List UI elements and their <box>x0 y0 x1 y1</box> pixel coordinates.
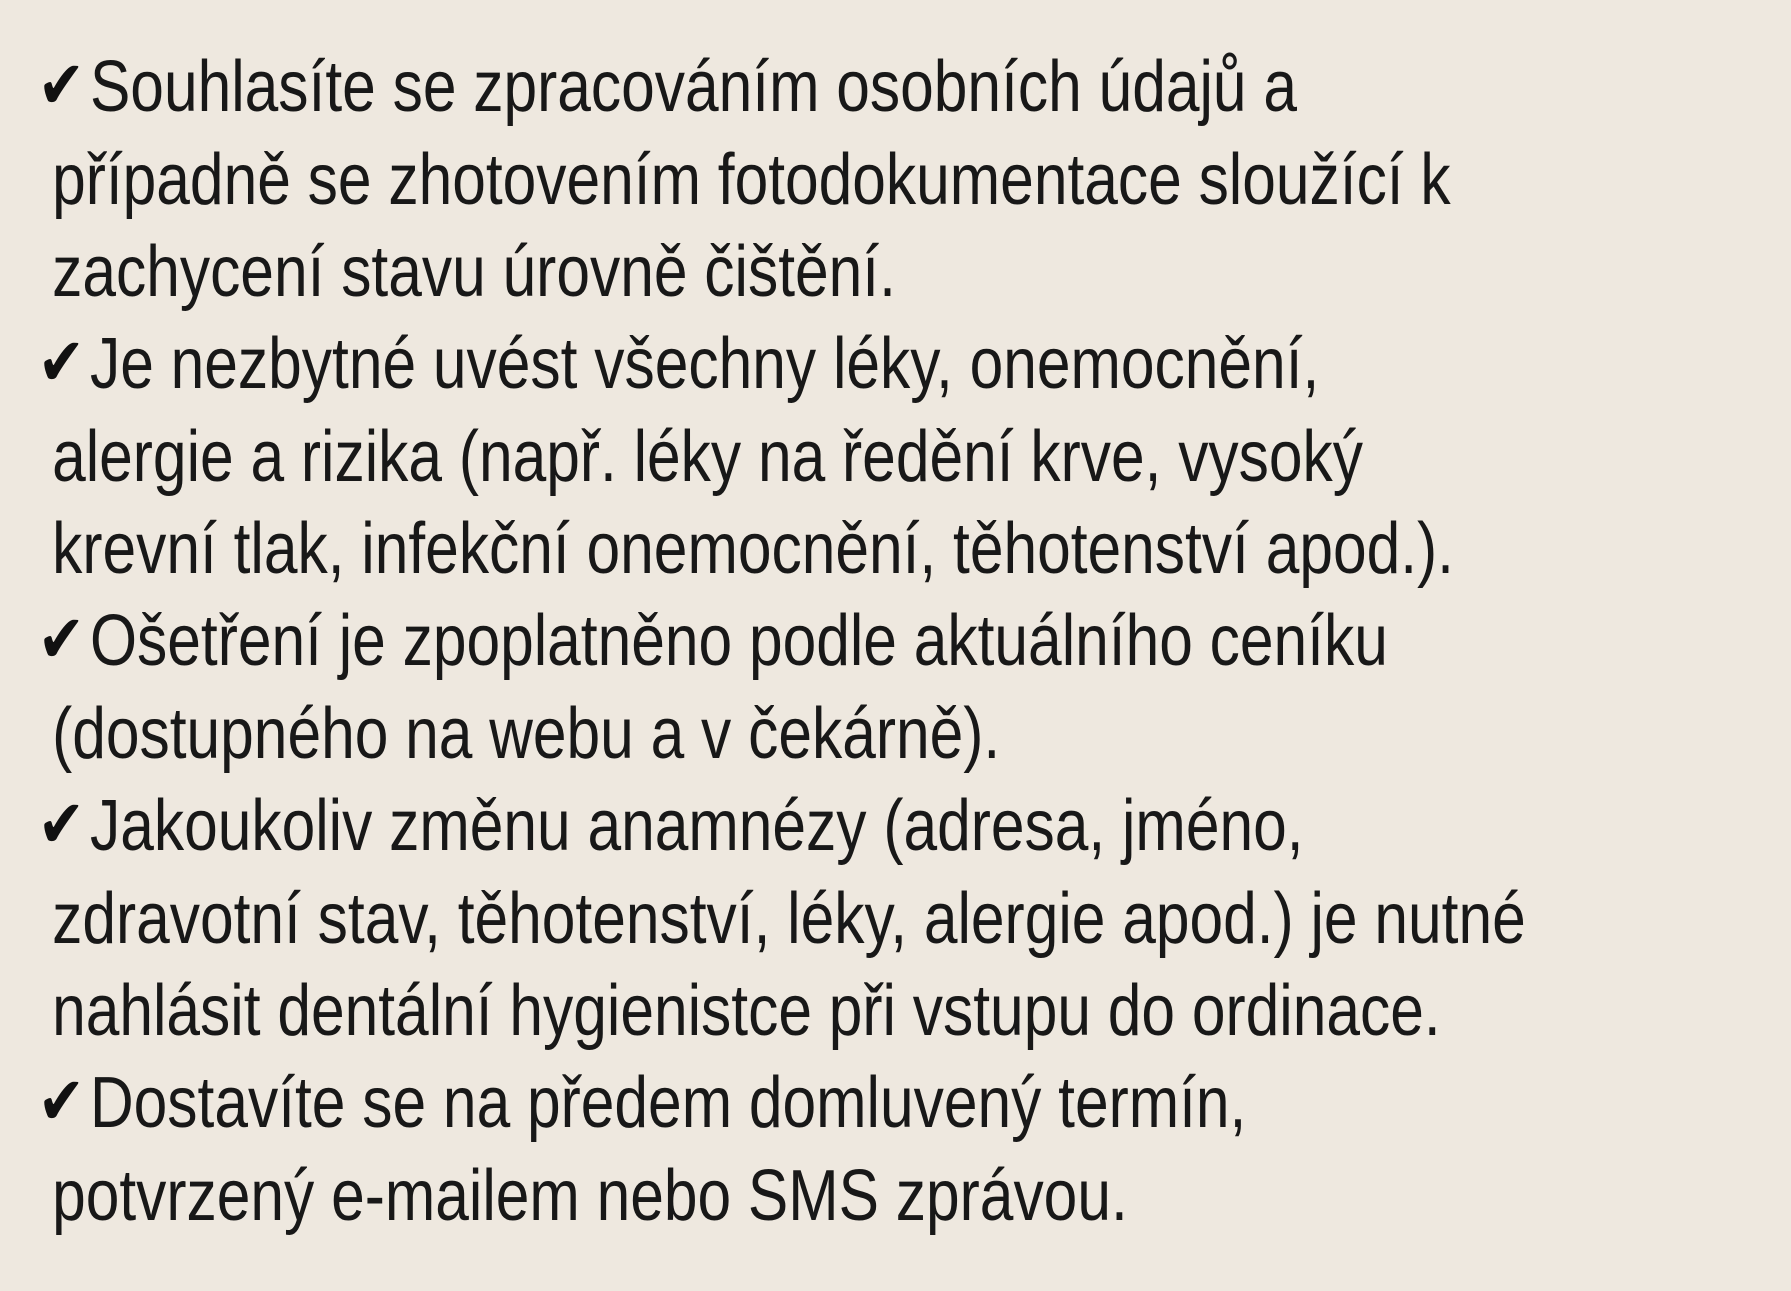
checklist-line <box>38 1057 1791 1150</box>
checklist-item <box>38 318 1791 595</box>
check-icon: ✔ <box>37 600 85 678</box>
checklist-line-text: (dostupného na webu a v čekárně). <box>52 694 1001 774</box>
checklist-line <box>38 965 1791 1057</box>
checklist-line-text: nahlásit dentální hygienistce při vstupu do ordinace. <box>52 971 1441 1051</box>
checklist-line-text: Souhlasíte se zpracováním osobních údajů a <box>89 47 1297 127</box>
checklist-line <box>38 688 1791 780</box>
checklist-line-text: Je nezbytné uvést všechny léky, onemocnění, <box>89 324 1320 404</box>
checklist-item <box>38 41 1791 318</box>
checklist-line <box>38 503 1791 595</box>
checklist-line <box>38 41 1791 134</box>
checklist-item <box>38 1057 1791 1242</box>
checklist-line-text: případně se zhotovením fotodokumentace sloužící k <box>52 140 1451 220</box>
checklist-line-text: Jakoukoliv změnu anamnézy (adresa, jméno, <box>89 786 1304 866</box>
checklist-item <box>38 780 1791 1057</box>
check-icon: ✔ <box>37 323 85 401</box>
checklist-line <box>38 226 1791 318</box>
checklist-line-text: Ošetření je zpoplatněno podle aktuálního ceníku <box>89 601 1388 681</box>
checklist-line-text: krevní tlak, infekční onemocnění, těhotenství apod.). <box>52 509 1454 589</box>
checklist-line <box>38 780 1791 873</box>
checklist-line-text: potvrzený e-mailem nebo SMS zprávou. <box>52 1156 1128 1236</box>
checklist-line <box>38 595 1791 688</box>
checklist-line-text: zdravotní stav, těhotenství, léky, alergie apod.) je nutné <box>52 879 1526 959</box>
check-icon: ✔ <box>37 785 85 863</box>
checklist-line <box>38 411 1791 503</box>
checklist-line-text: zachycení stavu úrovně čištění. <box>52 232 896 312</box>
checklist-line-text: Dostavíte se na předem domluvený termín, <box>89 1063 1247 1143</box>
checklist-line <box>38 873 1791 965</box>
checklist-line <box>38 1150 1791 1242</box>
checklist-line <box>38 134 1791 226</box>
checklist-line <box>38 318 1791 411</box>
check-icon: ✔ <box>37 46 85 124</box>
checklist-line-text: alergie a rizika (např. léky na ředění krve, vysoký <box>52 417 1364 497</box>
checklist-item <box>38 595 1791 780</box>
check-icon: ✔ <box>37 1062 85 1140</box>
